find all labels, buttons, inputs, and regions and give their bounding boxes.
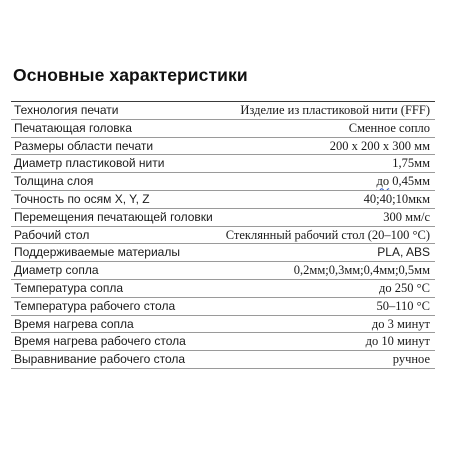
- spec-table: [11, 101, 435, 369]
- spec-name: Печатающая головка: [11, 119, 223, 137]
- spec-value: Изделие из пластиковой нити (FFF): [223, 102, 435, 120]
- spec-value: 0,2мм;0,3мм;0,4мм;0,5мм: [223, 262, 435, 280]
- spellcheck-underline: до: [376, 174, 390, 189]
- spec-name: Размеры области печати: [11, 137, 223, 155]
- table-row: [11, 297, 435, 315]
- table-row: [11, 173, 435, 191]
- spec-value-rest: 0,45мм: [389, 174, 430, 189]
- table-row: [11, 102, 435, 120]
- table-row: [11, 315, 435, 333]
- spec-name: Поддерживаемые материалы: [11, 244, 223, 262]
- spec-value: Сменное сопло: [223, 119, 435, 137]
- spec-value: 1,75мм: [223, 155, 435, 173]
- spec-value: 40;40;10мкм: [223, 190, 435, 208]
- table-row: [11, 244, 435, 262]
- spec-value: до 250 °C: [223, 279, 435, 297]
- table-row: [11, 279, 435, 297]
- spec-value: Стеклянный рабочий стол (20–100 °C): [223, 226, 435, 244]
- table-row: [11, 262, 435, 280]
- table-row: [11, 137, 435, 155]
- spec-name: Выравнивание рабочего стола: [11, 351, 223, 369]
- table-row: [11, 119, 435, 137]
- table-row: [11, 351, 435, 369]
- spec-value: 50–110 °C: [223, 297, 435, 315]
- spec-value: PLA, ABS: [223, 244, 435, 262]
- spec-name: Перемещения печатающей головки: [11, 208, 223, 226]
- spec-name: Рабочий стол: [11, 226, 223, 244]
- spec-value: 300 мм/с: [223, 208, 435, 226]
- spec-value: [223, 173, 435, 191]
- table-row: [11, 208, 435, 226]
- spec-value: ручное: [223, 351, 435, 369]
- page-title: Основные характеристики: [13, 65, 248, 85]
- table-row: [11, 226, 435, 244]
- spec-name: Диаметр пластиковой нити: [11, 155, 223, 173]
- spec-name: Время нагрева рабочего стола: [11, 333, 223, 351]
- spec-name: Толщина слоя: [11, 173, 223, 191]
- spec-name: Диаметр сопла: [11, 262, 223, 280]
- spec-name: Точность по осям X, Y, Z: [11, 190, 223, 208]
- spec-value: 200 х 200 х 300 мм: [223, 137, 435, 155]
- spec-name: Температура сопла: [11, 279, 223, 297]
- table-row: [11, 190, 435, 208]
- spec-value: до 10 минут: [223, 333, 435, 351]
- table-row: [11, 155, 435, 173]
- spec-name: Технология печати: [11, 102, 223, 120]
- spec-name: Время нагрева сопла: [11, 315, 223, 333]
- spec-name: Температура рабочего стола: [11, 297, 223, 315]
- table-row: [11, 333, 435, 351]
- spec-value: до 3 минут: [223, 315, 435, 333]
